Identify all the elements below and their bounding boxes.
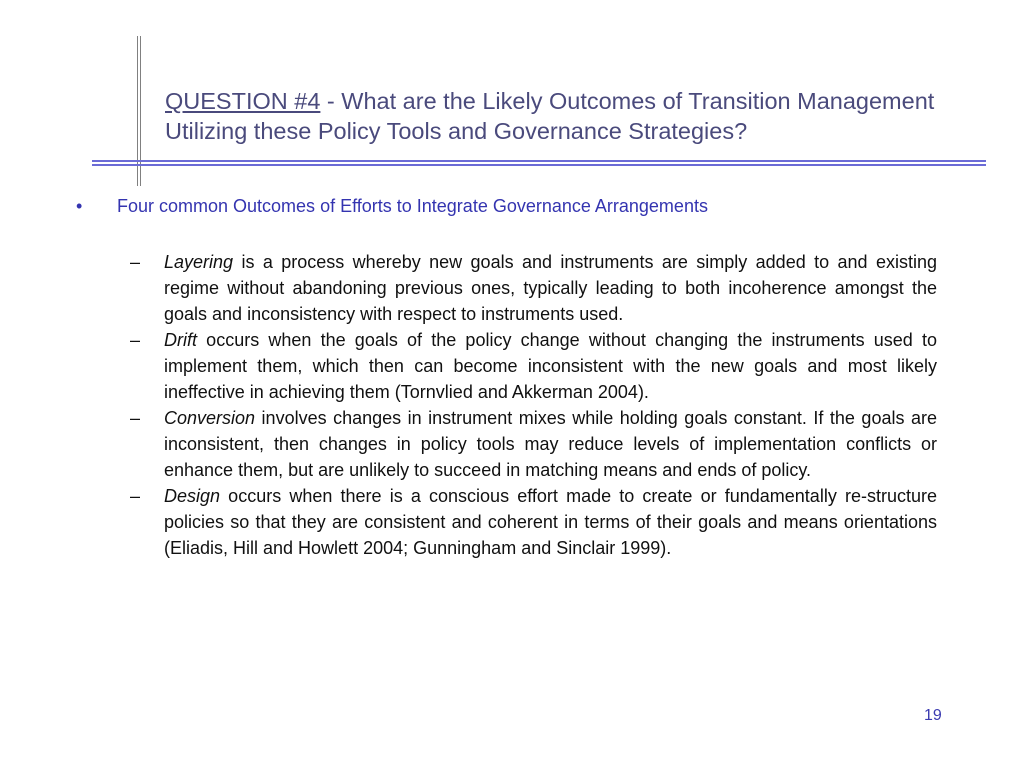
outcome-conversion <box>130 405 937 483</box>
outcome-description: is a process whereby new goals and instruments are simply added to and existing regime without abandoning previous ones, typically leading to both incoherence amongst the goals and inconsistency with respect to instruments used. <box>164 252 937 324</box>
dash-icon: – <box>130 330 141 350</box>
outcome-term: Design <box>164 486 221 506</box>
dash-icon: – <box>130 486 141 506</box>
bullet-dot-icon: • <box>76 196 83 216</box>
outcome-term: Conversion <box>164 408 256 428</box>
outcome-list <box>130 249 937 561</box>
dash-icon: – <box>130 408 141 428</box>
question-label: QUESTION #4 <box>165 88 321 114</box>
dash-icon: – <box>130 252 141 272</box>
outcome-description: occurs when the goals of the policy change without changing the instruments used to implement them, which then can become inconsistent with the new goals and most likely ineffective in achieving them (Tornvlied and Akkerman 2004). <box>164 330 937 402</box>
outcome-layering <box>130 249 937 327</box>
outcome-description: involves changes in instrument mixes while holding goals constant. If the goals are inconsistent, then changes in policy tools may reduce levels of implementation conflicts or enhance them, but are unlikely to succeed in matching means and ends of policy. <box>164 408 937 480</box>
page-number: 19 <box>924 707 942 724</box>
main-bullet <box>76 194 708 218</box>
outcome-term: Drift <box>164 330 197 350</box>
question-text: - What are the Likely Outcomes of Transition Management Utilizing these Policy Tools and Governance Strategies? <box>165 88 935 144</box>
horizontal-rule-bottom <box>92 164 986 166</box>
horizontal-rule-top <box>92 160 986 162</box>
outcome-term: Layering <box>164 252 234 272</box>
main-bullet-text: Four common Outcomes of Efforts to Integrate Governance Arrangements <box>117 196 708 216</box>
outcome-description: occurs when there is a conscious effort made to create or fundamentally re-structure policies so that they are consistent and coherent in terms of their goals and means orientations (Eliadis, Hill and Howlett 2004; Gunningham and Sinclair 1999). <box>164 486 937 558</box>
outcome-design <box>130 483 937 561</box>
outcome-drift <box>130 327 937 405</box>
slide-title <box>165 86 985 146</box>
